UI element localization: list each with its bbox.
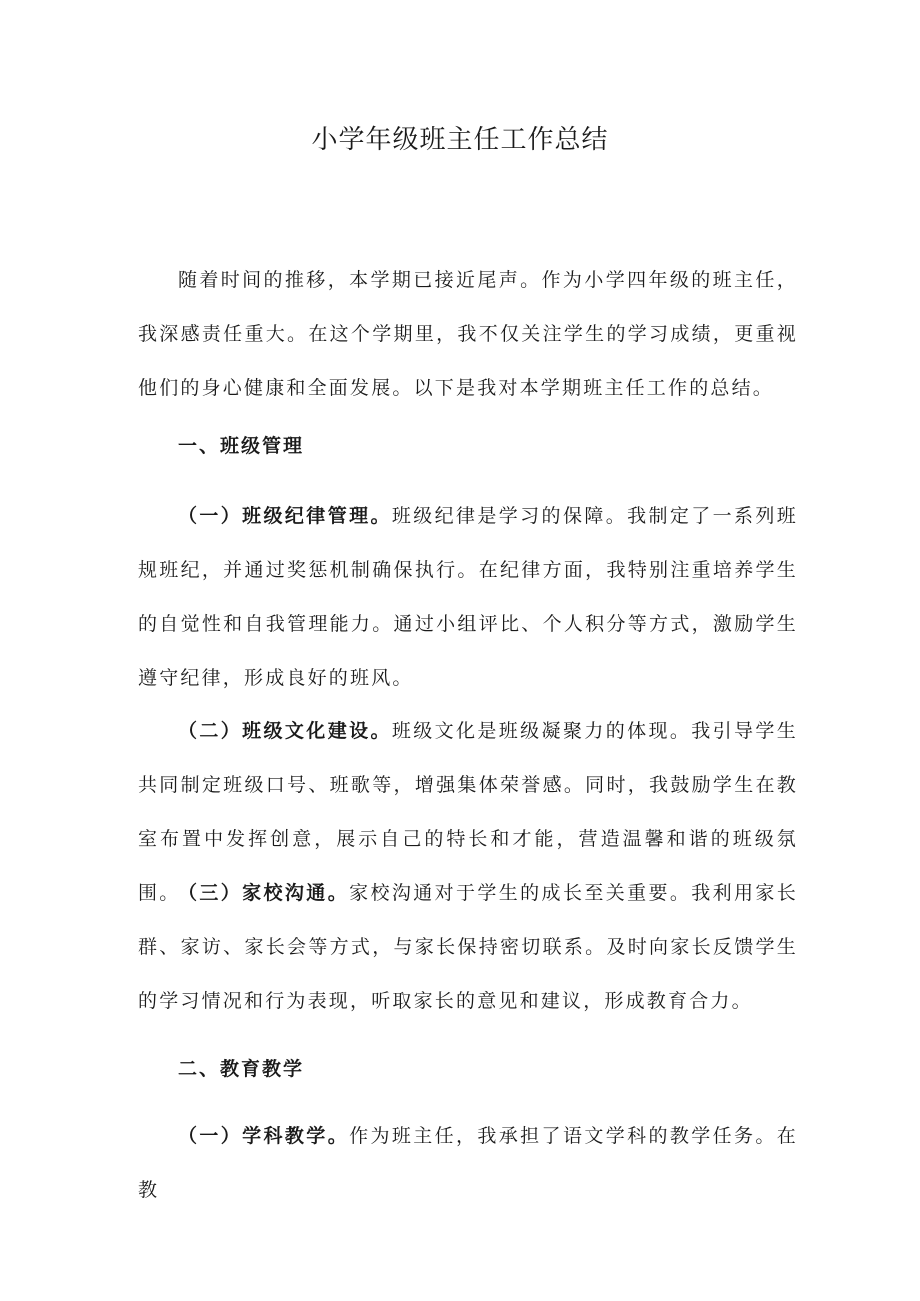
section-heading-teaching: 二、教育教学: [178, 1058, 305, 1080]
paragraph-subject-teaching: [138, 1109, 798, 1217]
document-title: 小学年级班主任工作总结: [311, 125, 609, 155]
paragraph-text: 作为班主任，我承担了语文学科的教学任务。在教: [138, 1125, 799, 1201]
paragraph-lead: （三）家校沟通。: [178, 882, 350, 904]
paragraph-text: 班级文化是班级凝聚力的体现。我引导学生共同制定班级口号、班歌等，增强集体荣誉感。同时，我鼓励学生在教室布置中发挥创意，展示自己的特长和才能，营造温馨和谐的班级氛围。: [138, 720, 798, 904]
paragraph-home-school: [138, 866, 798, 1028]
paragraph-text: 家校沟通对于学生的成长至关重要。我利用家长群、家访、家长会等方式，与家长保持密切联系。及时向家长反馈学生的学习情况和行为表现，听取家长的意见和建议，形成教育合力。: [138, 882, 799, 1012]
paragraph-text: 班级纪律是学习的保障。我制定了一系列班规班纪，并通过奖惩机制确保执行。在纪律方面，我特别注重培养学生的自觉性和自我管理能力。通过小组评比、个人积分等方式，激励学生遵守纪律，形成良好的班风。: [138, 505, 798, 689]
paragraph-lead: （一）班级纪律管理。: [178, 505, 392, 527]
section-heading-class-management: 一、班级管理: [178, 435, 305, 457]
paragraph-lead: （二）班级文化建设。: [178, 720, 392, 742]
intro-paragraph: 随着时间的推移，本学期已接近尾声。作为小学四年级的班主任，我深感责任重大。在这个学期里，我不仅关注学生的学习成绩，更重视他们的身心健康和全面发展。以下是我对本学期班主任工作的总结。: [138, 269, 798, 399]
paragraph-class-discipline: [138, 489, 798, 705]
paragraph-lead: （一）学科教学。: [178, 1125, 350, 1147]
